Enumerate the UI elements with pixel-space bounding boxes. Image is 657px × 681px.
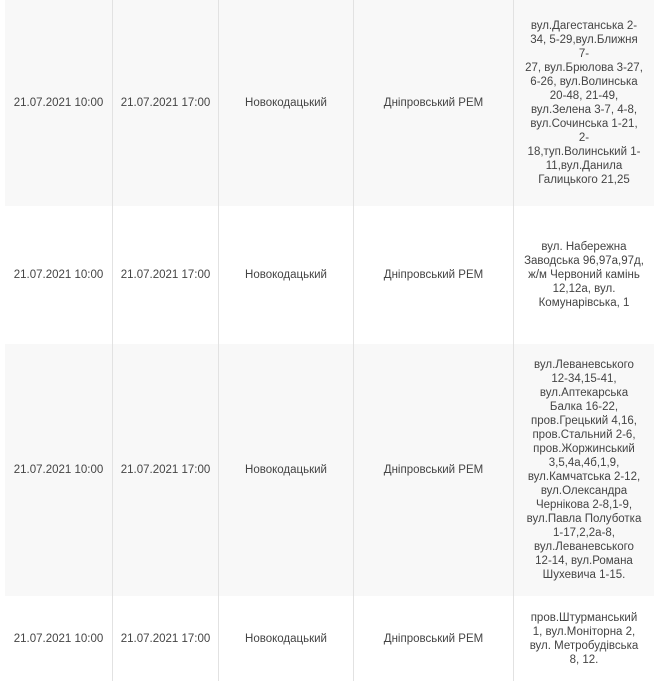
end-time-cell: 21.07.2021 17:00 [113, 344, 219, 596]
rem-cell: Дніпровський РЕМ [354, 0, 514, 206]
district-cell: Новокодацький [219, 596, 354, 681]
district-cell: Новокодацький [219, 206, 354, 344]
end-time-cell: 21.07.2021 17:00 [113, 206, 219, 344]
table-row [5, 344, 654, 596]
end-time-cell: 21.07.2021 17:00 [113, 596, 219, 681]
address-cell [514, 0, 654, 206]
district-cell: Новокодацький [219, 344, 354, 596]
start-time-cell: 21.07.2021 10:00 [5, 206, 113, 344]
address-cell [514, 206, 654, 344]
table-row [5, 0, 654, 206]
address-text: вул.Дагестанська 2- 34, 5-29,вул.Ближня 7- 27, вул.Брюлова 3-27, 6-26, вул.Волинська 20-48, 21-49, вул.Зелена 3-7, 4-8, вул.Сочинська 1-21, 2- 18,туп.Волинський 1- 11,вул.Данила Галицького 21,25 [525, 20, 643, 186]
rem-cell: Дніпровський РЕМ [354, 206, 514, 344]
table-row [5, 596, 654, 681]
address-cell [514, 344, 654, 596]
table-row [5, 206, 654, 344]
start-time-cell: 21.07.2021 10:00 [5, 0, 113, 206]
rem-cell: Дніпровський РЕМ [354, 344, 514, 596]
address-cell [514, 596, 654, 681]
address-text: вул.Леваневського 12-34,15-41, вул.Аптекарська Балка 16-22, пров.Грецький 4,16, пров.Стальний 2-6, пров.Жоржинський 3,5,4а,4б,1,9, вул.Камчатська 2-12, вул.Олександра Чернікова 2-8,1-9, вул.Павла Полуботка 1-17,2,2а-8, вул.Леваневського 12-14, вул.Романа Шухевича 1-15. [526, 359, 642, 581]
district-cell: Новокодацький [219, 0, 354, 206]
start-time-cell: 21.07.2021 10:00 [5, 344, 113, 596]
address-text: пров.Штурманський 1, вул.Моніторна 2, вул. Метробудівська 8, 12. [529, 611, 639, 666]
address-text: вул. Набережна Заводська 96,97а,97д, ж/м Червоний камінь 12,12а, вул. Комунарівська, 1 [524, 241, 644, 309]
start-time-cell: 21.07.2021 10:00 [5, 596, 113, 681]
end-time-cell: 21.07.2021 17:00 [113, 0, 219, 206]
rem-cell: Дніпровський РЕМ [354, 596, 514, 681]
